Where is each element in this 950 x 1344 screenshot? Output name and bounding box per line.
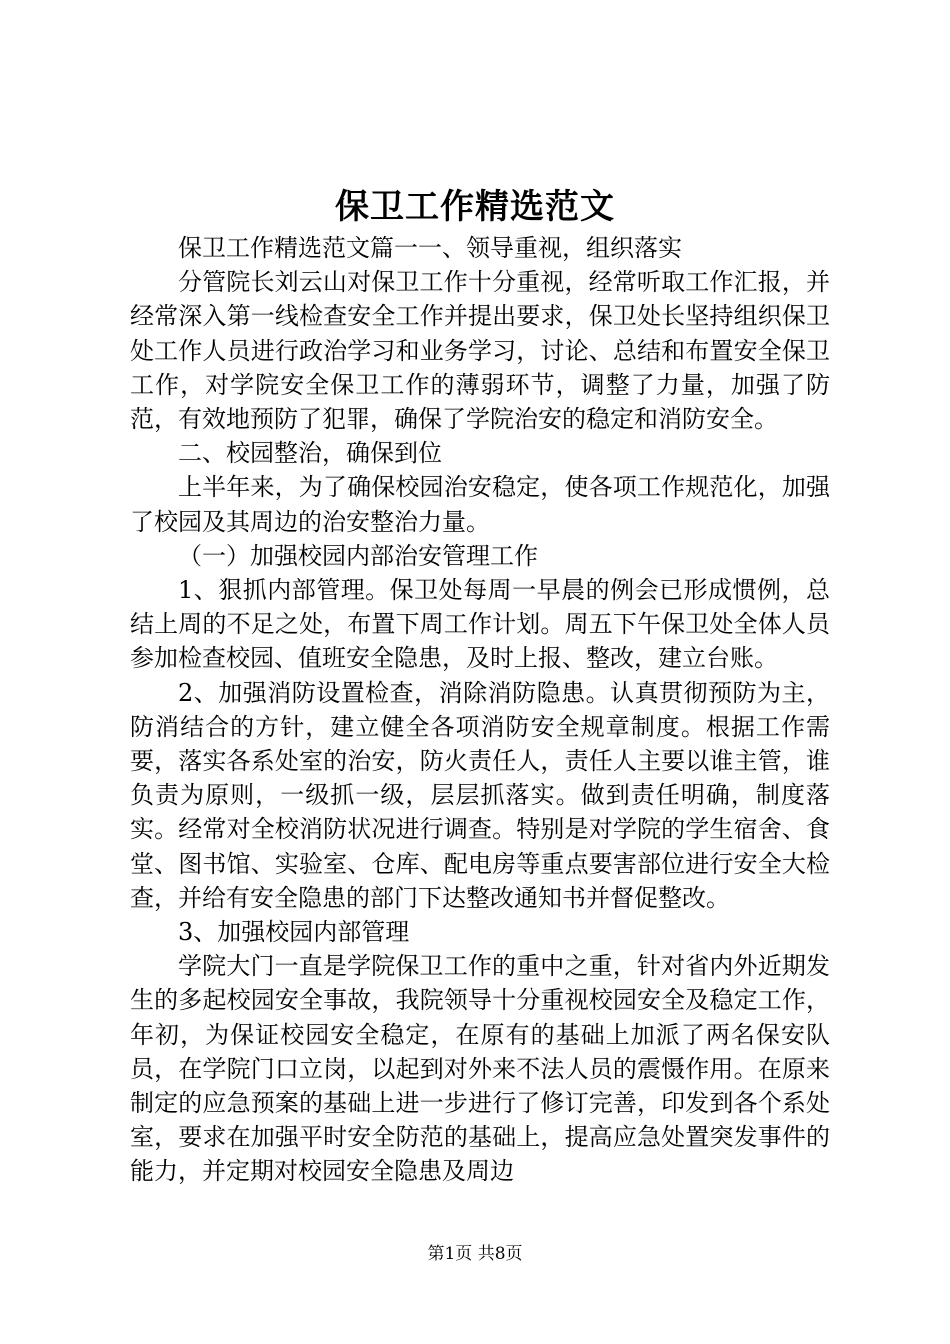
subsection-heading-internal-security: （一）加强校园内部治安管理工作 (178, 541, 538, 570)
page-number-footer: 第1页 共8页 (427, 1244, 523, 1264)
paragraph-leadership: 分管院长刘云山对保卫工作十分重视，经常听取工作汇报，并经常深入第一线检查安全工作并提出要求，保卫处长坚持组织保卫处工作人员进行政治学习和业务学习，讨论、总结和布置安全保卫工作，对学院安全保卫工作的薄弱环节，调整了力量，加强了防范，有效地预防了犯罪，确保了学院治安的稳定和消防安全。 (130, 268, 830, 434)
paragraph-first-half-year: 上半年来，为了确保校园治安稳定，使各项工作规范化，加强了校园及其周边的治安整治力量。 (130, 473, 830, 536)
paragraph-internal-management: 1、狠抓内部管理。保卫处每周一早晨的例会已形成惯例，总结上周的不足之处，布置下周工作计划。周五下午保卫处全体人员参加检查校园、值班安全隐患，及时上报、整改，建立台账。 (130, 576, 830, 673)
paragraph-fire-safety: 2、加强消防设置检查，消除消防隐患。认真贯彻预防为主，防消结合的方针，建立健全各项消防安全规章制度。根据工作需要，落实各系处室的治安，防火责任人，责任人主要以谁主管，谁负责为原则，一级抓一级，层层抓落实。做到责任明确，制度落实。经常对全校消防状况进行调查。特别是对学院的学生宿舍、食堂、图书馆、实验室、仓库、配电房等重点要害部位进行安全大检查，并给有安全隐患的部门下达整改通知书并督促整改。 (130, 678, 830, 912)
document-body (130, 231, 830, 1189)
document-title: 保卫工作精选范文 (335, 187, 615, 227)
subsection-heading-campus-management: 3、加强校园内部管理 (178, 918, 410, 947)
paragraph-campus-gate: 学院大门一直是学院保卫工作的重中之重，针对省内外近期发生的多起校园安全事故，我院领导十分重视校园安全及稳定工作，年初，为保证校园安全稳定，在原有的基础上加派了两名保安队员，在学院门口立岗，以起到对外来不法人员的震慑作用。在原来制定的应急预案的基础上进一步进行了修订完善，印发到各个系处室，要求在加强平时安全防范的基础上，提高应急处置突发事件的能力，并定期对校园安全隐患及周边 (130, 952, 830, 1186)
paragraph-intro-heading: 保卫工作精选范文篇一一、领导重视，组织落实 (178, 234, 682, 262)
section-heading-campus-rectification: 二、校园整治，确保到位 (178, 439, 442, 468)
